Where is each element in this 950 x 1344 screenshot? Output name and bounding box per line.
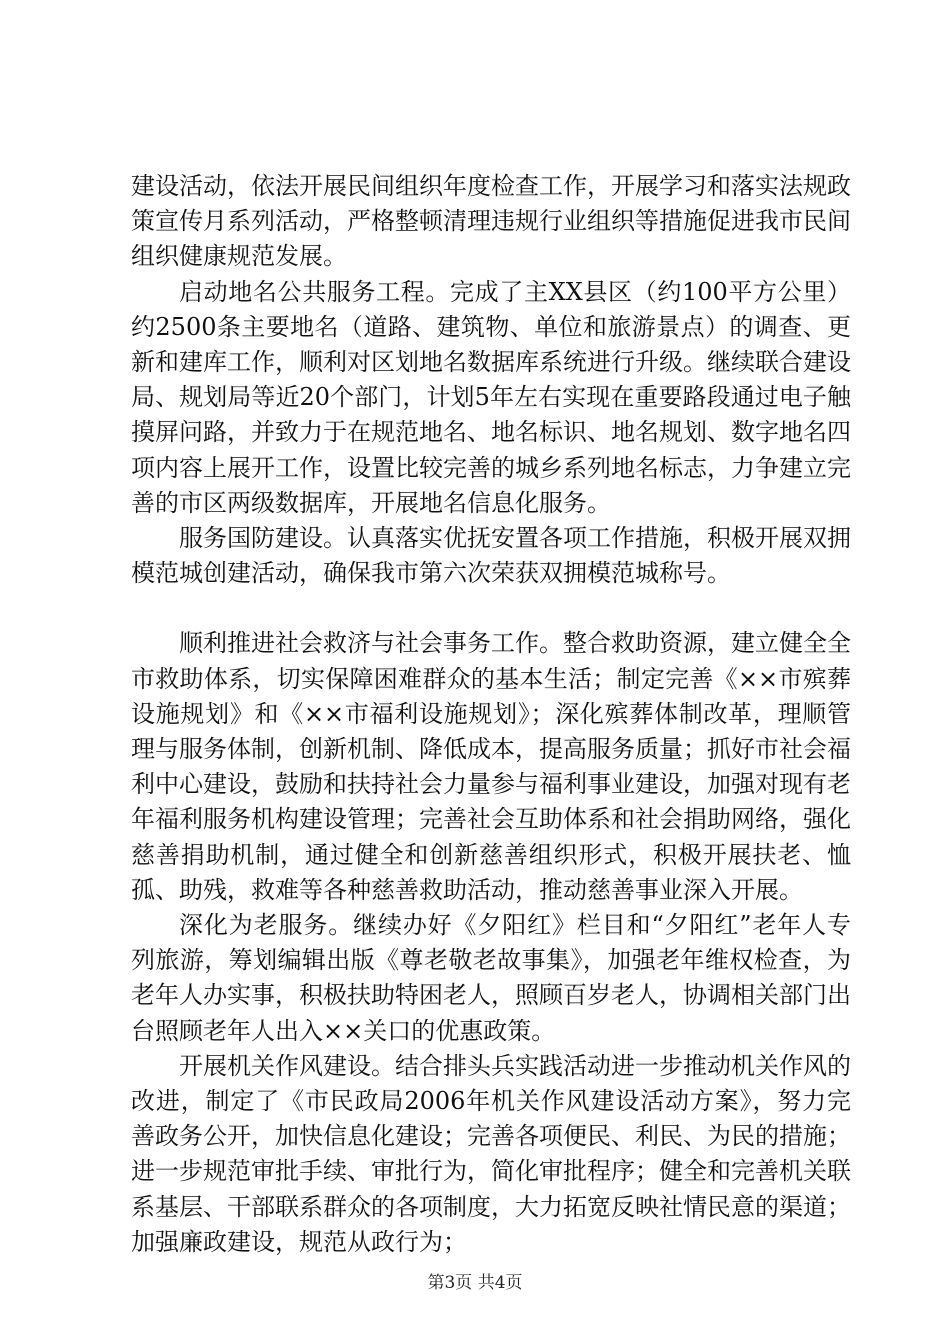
paragraph: 启动地名公共服务工程。完成了主XX县区（约100平方公里）约2500条主要地名（道路、建筑物、单位和旅游景点）的调查、更新和建库工作，顺利对区划地名数据库系统进行升级。继续联合建设局、规划局等近20个部门，计划5年左右实现在重要路段通过电子触摸屏问路，并致力于在规范地名、地名标识、地名规划、数字地名四项内容上展开工作，设置比较完善的城乡系列地名标志，力争建立完善的市区两级数据库，开展地名信息化服务。 (131, 277, 851, 517)
paragraph: 开展机关作风建设。结合排头兵实践活动进一步推动机关作风的改进，制定了《市民政局2006年机关作风建设活动方案》，努力完善政务公开，加快信息化建设；完善各项便民、利民、为民的措施；进一步规范审批手续、审批行为，简化审批程序；健全和完善机关联系基层、干部联系群众的各项制度，大力拓宽反映社情民意的渠道；加强廉政建设，规范从政行为； (131, 1051, 851, 1256)
paragraph: 服务国防建设。认真落实优抚安置各项工作措施，积极开展双拥模范城创建活动，确保我市第六次荣获双拥模范城称号。 (131, 524, 851, 588)
paragraph: 顺利推进社会救济与社会事务工作。整合救助资源，建立健全全市救助体系，切实保障困难群众的基本生活；制定完善《××市殡葬设施规划》和《××市福利设施规划》；深化殡葬体制改革，理顺管理与服务体制，创新机制、降低成本，提高服务质量；抓好市社会福利中心建设，鼓励和扶持社会力量参与福利事业建设，加强对现有老年福利服务机构建设管理；完善社会互助体系和社会捐助网络，强化慈善捐助机制，通过健全和创新慈善组织形式，积极开展扶老、恤孤、助残，救难等各种慈善救助活动，推动慈善事业深入开展。 (131, 629, 851, 904)
paragraph: 深化为老服务。继续办好《夕阳红》栏目和“夕阳红”老年人专列旅游，筹划编辑出版《尊老敬老故事集》，加强老年维权检查，为老年人办实事，积极扶助特困老人，照顾百岁老人，协调相关部门出台照顾老年人出入××关口的优惠政策。 (131, 911, 851, 1045)
document-body (131, 169, 851, 1260)
paragraph: 建设活动，依法开展民间组织年度检查工作，开展学习和落实法规政策宣传月系列活动，严格整顿清理违规行业组织等措施促进我市民间组织健康规范发展。 (131, 172, 851, 271)
page-number-footer: 第3页 共4页 (427, 1273, 523, 1293)
